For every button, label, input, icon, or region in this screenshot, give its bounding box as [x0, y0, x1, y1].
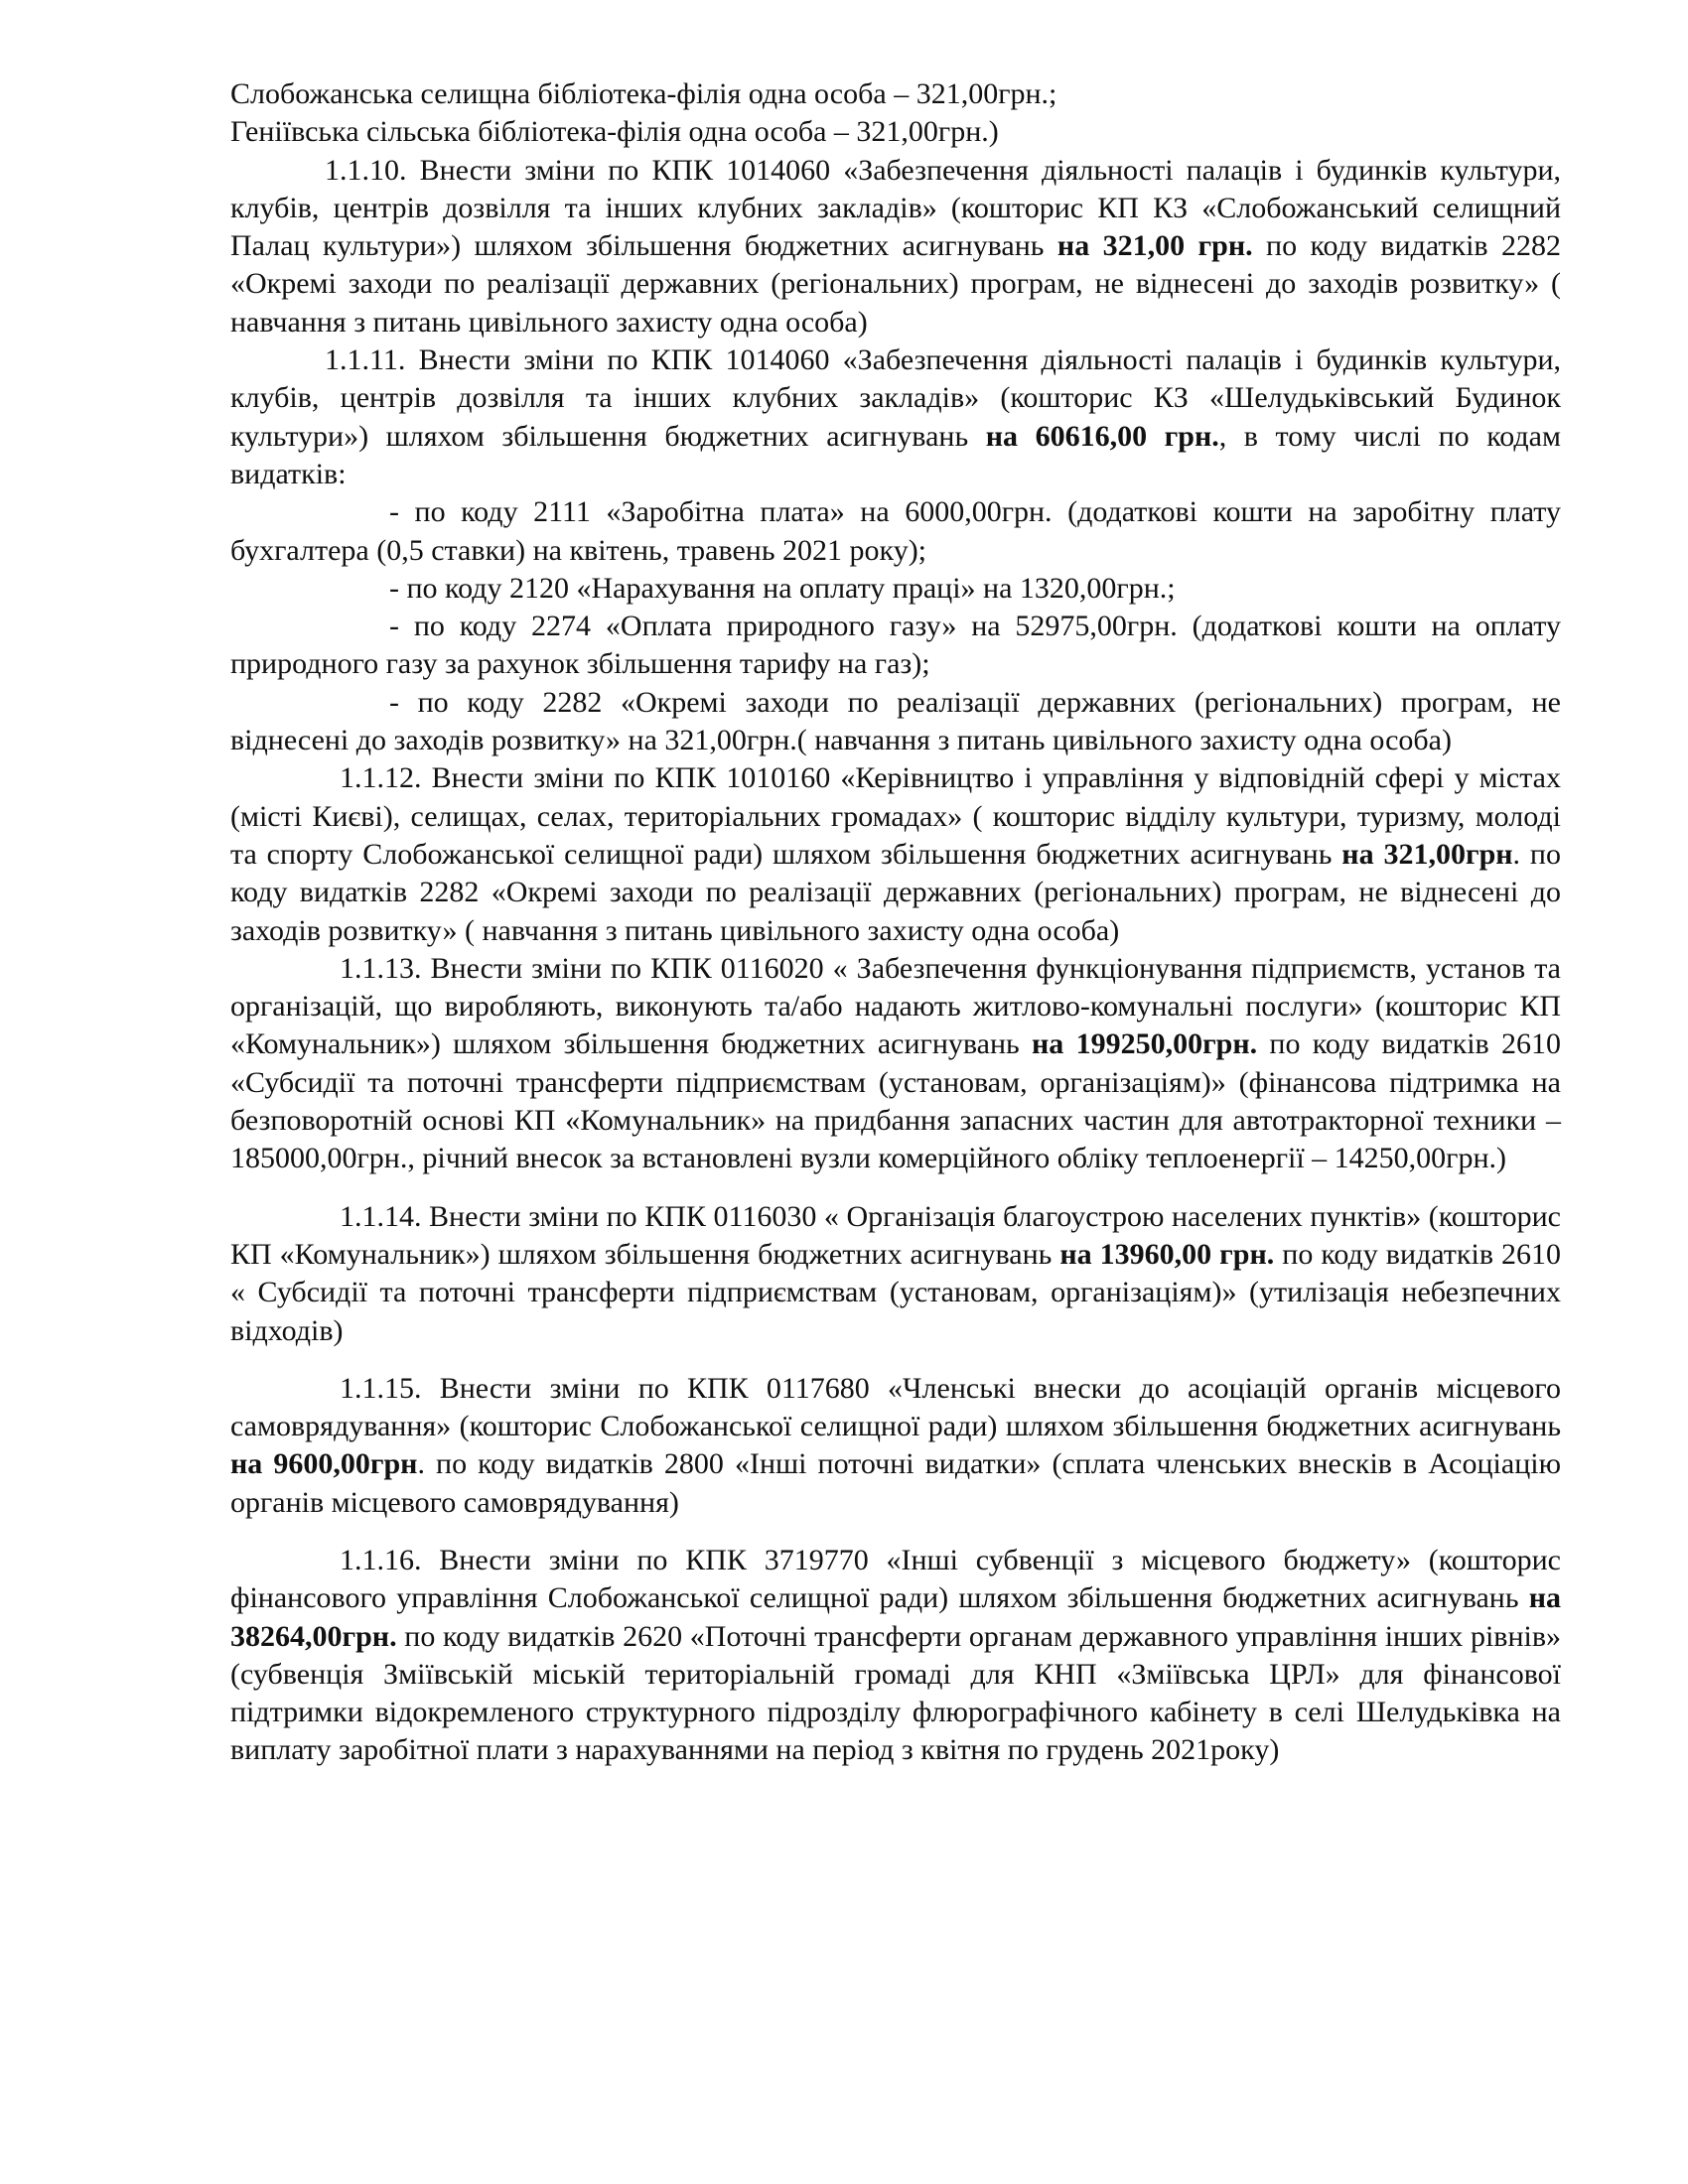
- paragraph-1-1-11: [230, 341, 1561, 493]
- text-line: Генiївська сільська бібліотека-філія одна особа – 321,00грн.): [230, 115, 999, 149]
- paragraph-text: . по коду видатків 2282 «Окремі заходи по реалізації державних (регіональних) програм, не віднесені до заходів розвитку» ( навчання з питань цивільного захисту одна особа): [230, 837, 1561, 947]
- paragraph-text: , в тому числі по кодам видатків:: [230, 419, 1561, 490]
- list-item: - по коду 2120 «Нарахування на оплату праці» на 1320,00грн.;: [389, 571, 1176, 605]
- paragraph-text: 1.1.11. Внести зміни по КПК 1014060 «Забезпечення діяльності палаців і будинків культури, клубів, центрів дозвілля та інших клубних закладів» (кошторис КЗ «Шелудьківський Будинок культури») шляхом збільшення бюджетних асигнувань: [230, 343, 1561, 453]
- paragraph-text: 1.1.16. Внести зміни по КПК 3719770 «Інші субвенції з місцевого бюджету» (кошторис фінансового управління Слобожанської селищної ради) шляхом збільшення бюджетних асигнувань: [230, 1543, 1561, 1615]
- paragraph-text: по коду видатків 2610 « Субсидії та поточні трансферти підприємствам (установам, організаціям)» (утилізація небезпечних відходів): [230, 1237, 1562, 1347]
- list-item: - по коду 2111 «Заробітна плата» на 6000,00грн. (додаткові кошти на заробітну плату бухгалтера (0,5 ставки) на квітень, травень 2021 року);: [230, 495, 1561, 567]
- amount-bold: на 199250,00грн.: [1032, 1027, 1258, 1061]
- paragraph-1-1-14: [230, 1198, 1561, 1350]
- document-page: [230, 75, 1561, 1770]
- paragraph-1-1-16: [230, 1542, 1561, 1770]
- list-item: - по коду 2282 «Окремі заходи по реалізації державних (регіональних) програм, не віднесені до заходів розвитку» на 321,00грн.( навчання з питань цивільного захисту одна особа): [230, 685, 1561, 757]
- amount-bold: на 321,00 грн.: [1056, 229, 1253, 263]
- paragraph-text: . по коду видатків 2800 «Інші поточні видатки» (сплата членських внесків в Асоціацію органів місцевого самоврядування): [230, 1447, 1562, 1519]
- paragraph-1-1-10: [230, 152, 1561, 341]
- text-line: Слобожанська селищна бібліотека-філія одна особа – 321,00грн.;: [230, 77, 1057, 110]
- paragraph-text: по коду видатків 2610 «Субсидії та поточні трансферти підприємствам (установам, організаціям)» (фінансова підтримка на безповоротній основі КП «Комунальник» на придбання запасних частин для автотракторної техники – 185000,00грн., річний внесок за встановлені вузли комерційного обліку теплоенергії – 14250,00грн.): [230, 1027, 1561, 1175]
- paragraph-text: по коду видатків 2282 «Окремі заходи по реалізації державних (регіональних) програм, не віднесені до заходів розвитку» ( навчання з питань цивільного захисту одна особа): [230, 229, 1562, 339]
- paragraph-text: 1.1.13. Внести зміни по КПК 0116020 « Забезпечення функціонування підприємств, установ та організацій, що виробляють, виконують та/або надають житлово-комунальні послуги» (кошторис КП «Комунальник») шляхом збільшення бюджетних асигнувань: [230, 951, 1561, 1061]
- paragraph-text: 1.1.14. Внести зміни по КПК 0116030 « Організація благоустрою населених пунктів» (кошторис КП «Комунальник») шляхом збільшення бюджетних асигнувань: [230, 1199, 1561, 1271]
- paragraph-1-1-12: [230, 759, 1561, 949]
- amount-bold: на 321,00грн: [1341, 837, 1513, 871]
- paragraph-text: 1.1.12. Внести зміни по КПК 1010160 «Керівництво і управління у відповідній сфері у містах (місті Києві), селищах, селах, територіальних громадах» ( кошторис відділу культури, туризму, молоді та спорту Слобожанської селищної ради) шляхом збільшення бюджетних асигнувань: [230, 761, 1561, 871]
- paragraph-text: по коду видатків 2620 «Поточні трансферти органам державного управління інших рівнів» (субвенція Зміївській міській територіальній громаді для КНП «Зміївська ЦРЛ» для фінансової підтримки відокремленого структурного підрозділу флюрографічного кабінету в селі Шелудьківка на виплату заробітної плати з нарахуваннями на період з квітня по грудень 2021року): [230, 1619, 1561, 1767]
- amount-bold: на 60616,00 грн.: [985, 419, 1219, 453]
- paragraph-1-1-13: [230, 950, 1561, 1178]
- paragraph-text: 1.1.10. Внести зміни по КПК 1014060 «Забезпечення діяльності палаців і будинків культури, клубів, центрів дозвілля та інших клубних закладів» (кошторис КП КЗ «Слобожанський селищний Палац культури») шляхом збільшення бюджетних асигнувань: [230, 153, 1561, 263]
- list-item: - по коду 2274 «Оплата природного газу» на 52975,00грн. (додаткові кошти на оплату природного газу за рахунок збільшення тарифу на газ);: [230, 610, 1561, 681]
- amount-bold: на 13960,00 грн.: [1059, 1237, 1275, 1271]
- amount-bold: на 38264,00грн.: [230, 1581, 1561, 1653]
- amount-bold: на 9600,00грн: [230, 1447, 418, 1481]
- paragraph-1-1-15: [230, 1370, 1561, 1522]
- paragraph-text: 1.1.15. Внести зміни по КПК 0117680 «Членські внески до асоціацій органів місцевого самоврядування» (кошторис Слобожанської селищної ради) шляхом збільшення бюджетних асигнувань: [230, 1371, 1561, 1443]
